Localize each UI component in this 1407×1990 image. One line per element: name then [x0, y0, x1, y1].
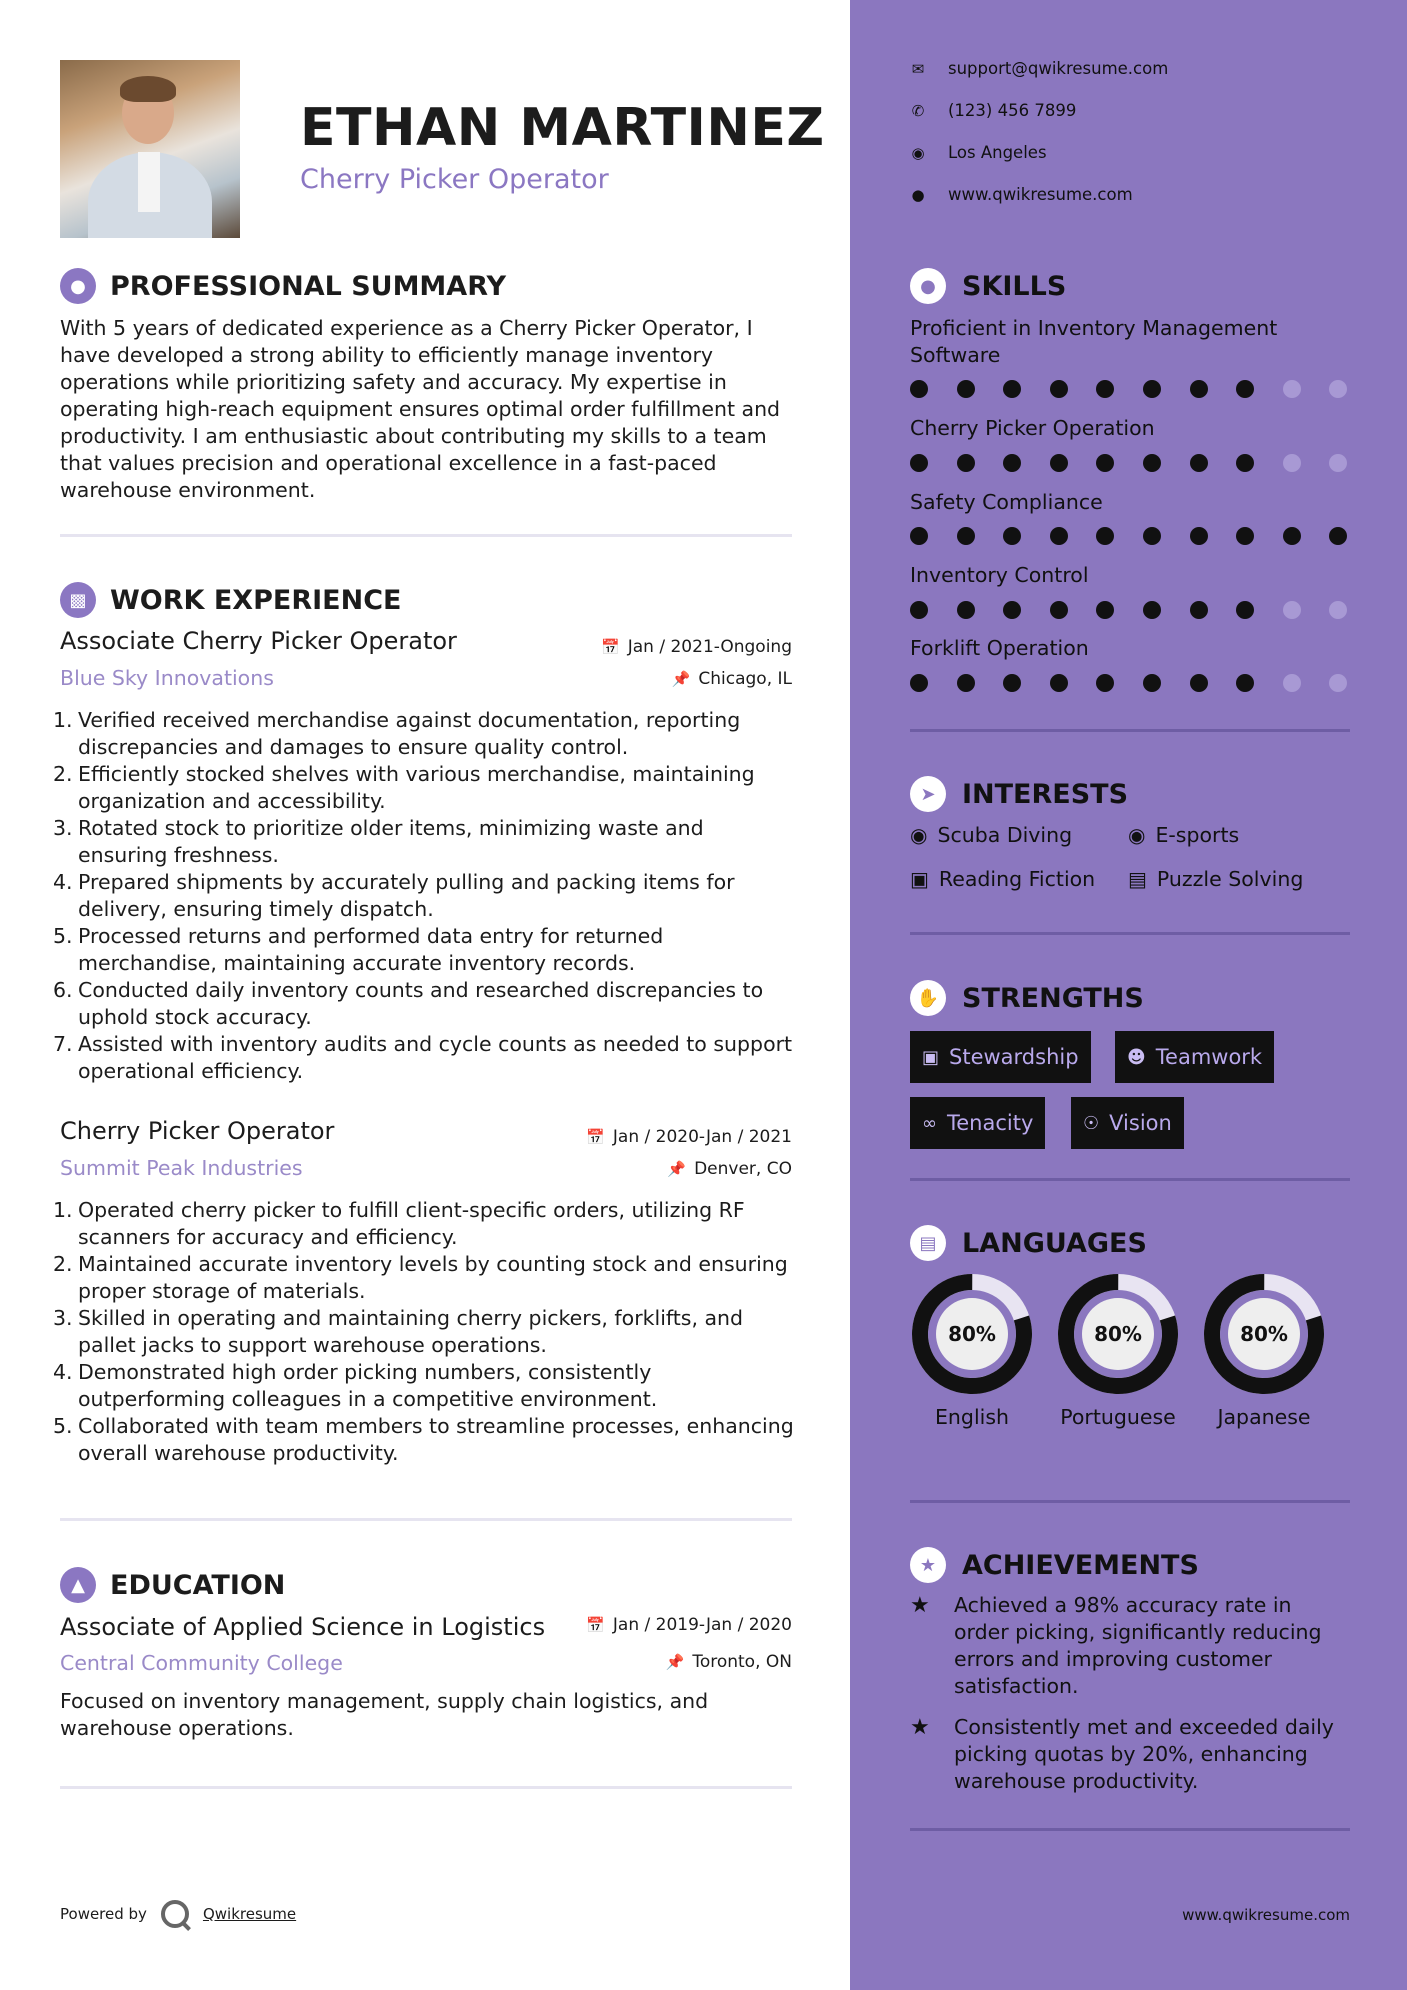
pin-icon: 📌: [665, 1653, 685, 1671]
skill-dot: [910, 674, 928, 692]
contact-email[interactable]: ✉ support@qwikresume.com: [911, 59, 1169, 78]
list-item: Collaborated with team members to streamline processes, enhancing overall warehouse productivity.: [78, 1414, 794, 1465]
list-item: Processed returns and performed data entry for returned merchandise, maintaining accurate inventory records.: [78, 924, 664, 975]
skill-dot: [1003, 674, 1021, 692]
skill-dot: [1050, 380, 1068, 398]
skill-dot: [1050, 674, 1068, 692]
language-item: [910, 1272, 1034, 1430]
skill-name: Safety Compliance: [910, 490, 1103, 514]
job-title: Cherry Picker Operator: [60, 1117, 335, 1145]
skill-rating: [910, 454, 1376, 472]
experience-heading: ▩ WORK EXPERIENCE: [60, 582, 401, 618]
shooting-star-icon: ★: [910, 1593, 930, 1618]
map-marker-icon: ◉: [911, 143, 925, 162]
skill-name: Forklift Operation: [910, 636, 1089, 660]
brand-link[interactable]: Qwikresume: [202, 1905, 297, 1923]
degree-title: Associate of Applied Science in Logistics: [60, 1613, 546, 1641]
candidate-name: ETHAN MARTINEZ: [300, 98, 825, 158]
list-item: Maintained accurate inventory levels by counting stock and ensuring proper storage of materials.: [78, 1252, 788, 1303]
list-item: Prepared shipments by accurately pulling and packing items for delivery, ensuring timely dispatch.: [78, 870, 735, 921]
education-heading: ▲ EDUCATION: [60, 1567, 285, 1603]
language-name: Japanese: [1217, 1405, 1311, 1429]
language-percent: 80%: [1094, 1322, 1142, 1346]
language-ring: [910, 1272, 1034, 1396]
section-divider: [60, 1786, 792, 1789]
language-ring: [1056, 1272, 1180, 1396]
skill-dot: [1096, 380, 1114, 398]
list-item: Demonstrated high order picking numbers, consistently outperforming colleagues in a competitive environment.: [78, 1360, 658, 1411]
interest-item: ◉ E-sports: [1128, 823, 1240, 847]
calendar-icon: 📅: [586, 1128, 605, 1146]
skill-dot: [1003, 380, 1021, 398]
globe-icon: ●: [911, 185, 925, 204]
skill-dot: [1190, 527, 1208, 545]
job-location: 📌 Chicago, IL: [671, 669, 792, 689]
paper-plane-icon: ➤: [910, 776, 946, 812]
powered-by: Powered by Qwikresume: [60, 1900, 296, 1928]
skill-dot: [957, 454, 975, 472]
skill-dot: [957, 527, 975, 545]
skill-dot: [1096, 527, 1114, 545]
strength-badge: ☉ Vision: [1071, 1097, 1184, 1149]
skill-dot: [1190, 454, 1208, 472]
interest-item: ◉ Scuba Diving: [910, 823, 1073, 847]
life-ring-icon: ◉: [910, 823, 928, 847]
strengths-heading: ✋ STRENGTHS: [910, 980, 1144, 1016]
list-item: Conducted daily inventory counts and researched discrepancies to uphold stock accuracy.: [78, 978, 764, 1029]
skill-name: Cherry Picker Operation: [910, 416, 1155, 440]
strength-badge: ∞ Tenacity: [910, 1097, 1045, 1149]
list-item: Verified received merchandise against documentation, reporting discrepancies and damages to ensure quality control.: [78, 708, 741, 759]
skill-dot: [1236, 674, 1254, 692]
achievements-heading: ★ ACHIEVEMENTS: [910, 1547, 1199, 1583]
skill-dot: [1143, 527, 1161, 545]
section-divider: [910, 1828, 1350, 1831]
skill-rating: [910, 601, 1376, 619]
life-ring-icon: ◉: [1128, 823, 1146, 847]
contact-website[interactable]: ● www.qwikresume.com: [911, 185, 1133, 204]
job-date: 📅 Jan / 2021-Ongoing: [601, 637, 792, 657]
pin-icon: 📌: [667, 1160, 687, 1178]
section-divider: [910, 932, 1350, 935]
language-item: [1202, 1272, 1326, 1430]
users-icon: ☻: [1127, 1046, 1146, 1068]
skill-dot: [1236, 454, 1254, 472]
qwikresume-logo-icon: [161, 1900, 189, 1928]
section-divider: [910, 729, 1350, 732]
achievement-item: ★ Achieved a 98% accuracy rate in order picking, significantly reducing errors and improving customer satisfaction.: [910, 1593, 1322, 1698]
graduation-icon: ▲: [60, 1567, 96, 1603]
briefcase-icon: ▣: [922, 1046, 940, 1068]
skill-dot: [1143, 380, 1161, 398]
skill-dot: [1329, 454, 1347, 472]
skill-name: Proficient in Inventory Management Software: [910, 316, 1278, 367]
skill-dot: [1236, 527, 1254, 545]
education-description: Focused on inventory management, supply chain logistics, and warehouse operations.: [60, 1689, 709, 1740]
list-item: Efficiently stocked shelves with various merchandise, maintaining organization and accessibility.: [78, 762, 755, 813]
skill-dot: [1329, 380, 1347, 398]
language-name: English: [934, 1405, 1010, 1429]
list-item: Operated cherry picker to fulfill client-specific orders, utilizing RF scanners for accuracy and efficiency.: [78, 1198, 745, 1249]
interests-heading: ➤ INTERESTS: [910, 776, 1128, 812]
binoculars-icon: ☉: [1083, 1112, 1100, 1134]
hand-icon: ✋: [910, 980, 946, 1016]
skill-dot: [1329, 674, 1347, 692]
skill-name: Inventory Control: [910, 563, 1089, 587]
skill-dot: [1096, 674, 1114, 692]
skill-dot: [1143, 454, 1161, 472]
book-icon: ▤: [1128, 867, 1147, 891]
gamepad-icon: ▣: [910, 867, 929, 891]
skill-dot: [1283, 601, 1301, 619]
section-divider: [60, 1518, 792, 1521]
star-badge-icon: ★: [910, 1547, 946, 1583]
language-ring: [1202, 1272, 1326, 1396]
pin-icon: 📌: [671, 670, 691, 688]
job-title: Associate Cherry Picker Operator: [60, 627, 457, 655]
summary-heading: ● PROFESSIONAL SUMMARY: [60, 268, 506, 304]
achievement-item: ★ Consistently met and exceeded daily picking quotas by 20%, enhancing warehouse productivity.: [910, 1715, 1334, 1793]
user-icon: ●: [60, 268, 96, 304]
job-company: Blue Sky Innovations: [60, 666, 274, 690]
skill-dot: [1329, 527, 1347, 545]
skill-dot: [1050, 527, 1068, 545]
strength-badge: ☻ Teamwork: [1115, 1031, 1274, 1083]
skill-dot: [1283, 527, 1301, 545]
interest-item: ▤ Puzzle Solving: [1128, 867, 1304, 891]
skills-heading: ● SKILLS: [910, 268, 1066, 304]
skill-rating: [910, 527, 1376, 545]
languages-heading: ▤ LANGUAGES: [910, 1225, 1147, 1261]
list-item: Skilled in operating and maintaining cherry pickers, forklifts, and pallet jacks to support warehouse operations.: [78, 1306, 744, 1357]
shooting-star-icon: ★: [910, 1715, 930, 1740]
skill-dot: [1003, 527, 1021, 545]
skill-dot: [910, 601, 928, 619]
job-bullets: [78, 1197, 798, 1467]
skill-dot: [1096, 601, 1114, 619]
skill-dot: [910, 454, 928, 472]
skill-dot: [1143, 601, 1161, 619]
school-name: Central Community College: [60, 1651, 343, 1675]
language-item: [1056, 1272, 1180, 1430]
skill-dot: [1283, 674, 1301, 692]
education-date: 📅 Jan / 2019-Jan / 2020: [586, 1615, 792, 1635]
skill-dot: [1003, 454, 1021, 472]
skill-dot: [1050, 454, 1068, 472]
section-divider: [910, 1500, 1350, 1503]
strength-badge: ▣ Stewardship: [910, 1031, 1091, 1083]
section-divider: [60, 534, 792, 537]
skill-dot: [957, 601, 975, 619]
skill-dot: [957, 674, 975, 692]
job-date: 📅 Jan / 2020-Jan / 2021: [586, 1127, 792, 1147]
contact-location: ◉ Los Angeles: [911, 143, 1047, 162]
language-name: Portuguese: [1060, 1405, 1176, 1429]
skill-dot: [1143, 674, 1161, 692]
skill-dot: [1190, 674, 1208, 692]
skill-dot: [1236, 380, 1254, 398]
sidebar-column: [850, 0, 1407, 1990]
language-percent: 80%: [948, 1322, 996, 1346]
skill-dot: [1236, 601, 1254, 619]
job-bullets: [78, 707, 798, 1085]
list-item: Assisted with inventory audits and cycle counts as needed to support operational efficiency.: [78, 1032, 793, 1083]
skill-dot: [1050, 601, 1068, 619]
chair-icon: ▩: [60, 582, 96, 618]
calendar-icon: 📅: [586, 1616, 605, 1634]
lightbulb-icon: ●: [910, 268, 946, 304]
phone-icon: ✆: [911, 101, 925, 120]
skill-dot: [1283, 380, 1301, 398]
skill-rating: [910, 674, 1376, 692]
footer-website[interactable]: www.qwikresume.com: [1182, 1906, 1350, 1924]
contact-phone[interactable]: ✆ (123) 456 7899: [911, 101, 1077, 120]
job-company: Summit Peak Industries: [60, 1156, 303, 1180]
summary-text: With 5 years of dedicated experience as a Cherry Picker Operator, I have developed a strong ability to efficiently manage inventory operations while prioritizing safety and accuracy. My expertise in operating high-reach equipment ensures optimal order fulfillment and productivity. I am enthusiastic about contributing my skills to a team that values precision and operational excellence in a fast-paced warehouse environment.: [60, 316, 781, 502]
calendar-icon: 📅: [601, 638, 620, 656]
education-location: 📌 Toronto, ON: [665, 1652, 792, 1672]
list-item: Rotated stock to prioritize older items, minimizing waste and ensuring freshness.: [78, 816, 704, 867]
skill-dot: [1190, 601, 1208, 619]
link-icon: ∞: [922, 1112, 937, 1134]
section-divider: [910, 1178, 1350, 1181]
skill-dot: [1003, 601, 1021, 619]
skill-dot: [1283, 454, 1301, 472]
job-location: 📌 Denver, CO: [667, 1159, 792, 1179]
candidate-role: Cherry Picker Operator: [300, 164, 609, 195]
language-card-icon: ▤: [910, 1225, 946, 1261]
skill-dot: [1096, 454, 1114, 472]
profile-photo: [60, 60, 240, 238]
language-percent: 80%: [1240, 1322, 1288, 1346]
envelope-icon: ✉: [911, 59, 925, 78]
skill-dot: [1190, 380, 1208, 398]
skill-dot: [910, 380, 928, 398]
skill-dot: [1329, 601, 1347, 619]
skill-rating: [910, 380, 1376, 398]
interest-item: ▣ Reading Fiction: [910, 867, 1096, 891]
skill-dot: [910, 527, 928, 545]
skill-dot: [957, 380, 975, 398]
